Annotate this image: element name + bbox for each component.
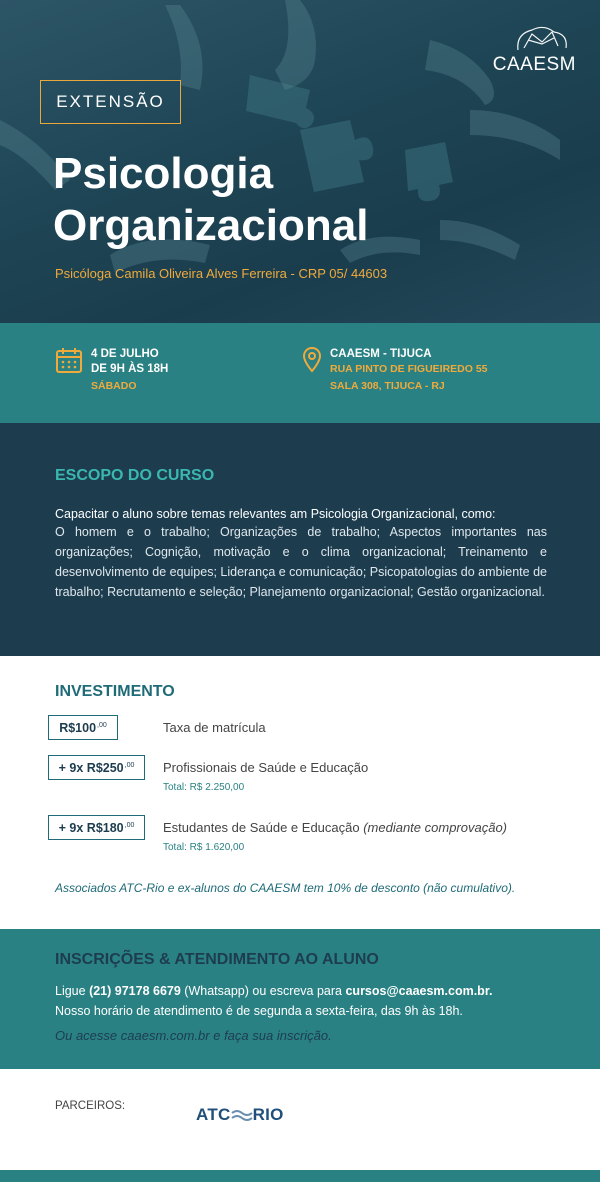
phone-number[interactable]: (21) 97178 6679	[89, 984, 181, 998]
course-title	[53, 148, 473, 252]
atc-logo-right: RIO	[252, 1105, 284, 1124]
students-label-text: Estudantes de Saúde e Educação	[163, 820, 360, 835]
price-value: R$100	[59, 720, 97, 735]
price-cents: ,00	[124, 762, 135, 769]
scope-heading: ESCOPO DO CURSO	[55, 467, 215, 484]
price-total-professionals: Total: R$ 2.250,00	[163, 782, 245, 793]
contact-heading: INSCRIÇÕES & ATENDIMENTO AO ALUNO	[55, 951, 379, 968]
category-tag: EXTENSÃO	[40, 80, 181, 124]
price-cents: ,00	[124, 822, 135, 829]
event-weekday: SÁBADO	[91, 380, 137, 392]
venue-address-1: RUA PINTO DE FIGUEIREDO 55	[330, 363, 488, 375]
price-cents: ,00	[97, 722, 107, 729]
scope-body: O homem e o trabalho; Organizações de trabalho; Aspectos importantes nas organizações; Cognição, motivação e o clima organizacional; Treinamento e desenvolvimento de equipes; Liderança e comunicação; Psicopatologias do ambiente de trabalho; Recrutamento e seleção; Planejamento organizacional; Gestão organizacional.	[55, 525, 547, 599]
wave-icon	[231, 1108, 253, 1122]
discount-note: Associados ATC-Rio e ex-alunos do CAAESM tem 10% de desconto (não cumulativo).	[55, 881, 516, 895]
price-total-students: Total: R$ 1.620,00	[163, 842, 245, 853]
atc-rio-logo	[196, 1105, 284, 1125]
partners-label: PARCEIROS:	[55, 1100, 126, 1112]
price-value: + 9x R$180	[58, 820, 124, 835]
event-info-bar	[0, 323, 600, 423]
calendar-icon	[55, 347, 83, 375]
contact-line-1	[55, 984, 492, 998]
contact-section	[0, 929, 600, 1069]
price-label-professionals: Profissionais de Saúde e Educação	[163, 760, 369, 775]
event-date: 4 DE JULHO	[91, 348, 159, 360]
footer-bar	[0, 1170, 600, 1182]
contact-text-b: (Whatsapp) ou escreva para	[180, 984, 346, 998]
course-scope-section	[0, 423, 600, 656]
scope-lead: Capacitar o aluno sobre temas relevantes am Psicologia Organizacional, como:	[55, 507, 496, 521]
price-label-students	[163, 820, 507, 835]
venue-name: CAAESM - TIJUCA	[330, 348, 432, 360]
price-badge-students	[48, 815, 145, 840]
price-value: + 9x R$250	[58, 760, 124, 775]
price-badge-professionals	[48, 755, 145, 780]
investment-heading: INVESTIMENTO	[55, 683, 175, 700]
email-link[interactable]: cursos@caaesm.com.br.	[345, 984, 493, 998]
price-badge-enrollment	[48, 715, 118, 740]
price-label-enrollment: Taxa de matrícula	[163, 720, 266, 735]
title-line-1: Psicologia	[53, 149, 274, 198]
hero-banner	[0, 0, 600, 323]
event-time: DE 9H ÀS 18H	[91, 363, 169, 375]
venue-address-2: SALA 308, TIJUCA - RJ	[330, 380, 445, 392]
students-label-note: (mediante comprovação)	[363, 820, 508, 835]
atc-logo-left: ATC	[196, 1105, 231, 1124]
contact-hours: Nosso horário de atendimento é de segunda a sexta-feira, das 9h às 18h.	[55, 1004, 463, 1018]
location-pin-icon	[303, 347, 321, 373]
title-line-2: Organizacional	[53, 201, 369, 250]
contact-text-a: Ligue	[55, 984, 90, 998]
speaker-name: Psicóloga Camila Oliveira Alves Ferreira - CRP 05/ 44603	[55, 266, 388, 281]
website-cta[interactable]: Ou acesse caaesm.com.br e faça sua inscrição.	[55, 1028, 332, 1043]
brand-name: CAAESM	[492, 54, 576, 75]
